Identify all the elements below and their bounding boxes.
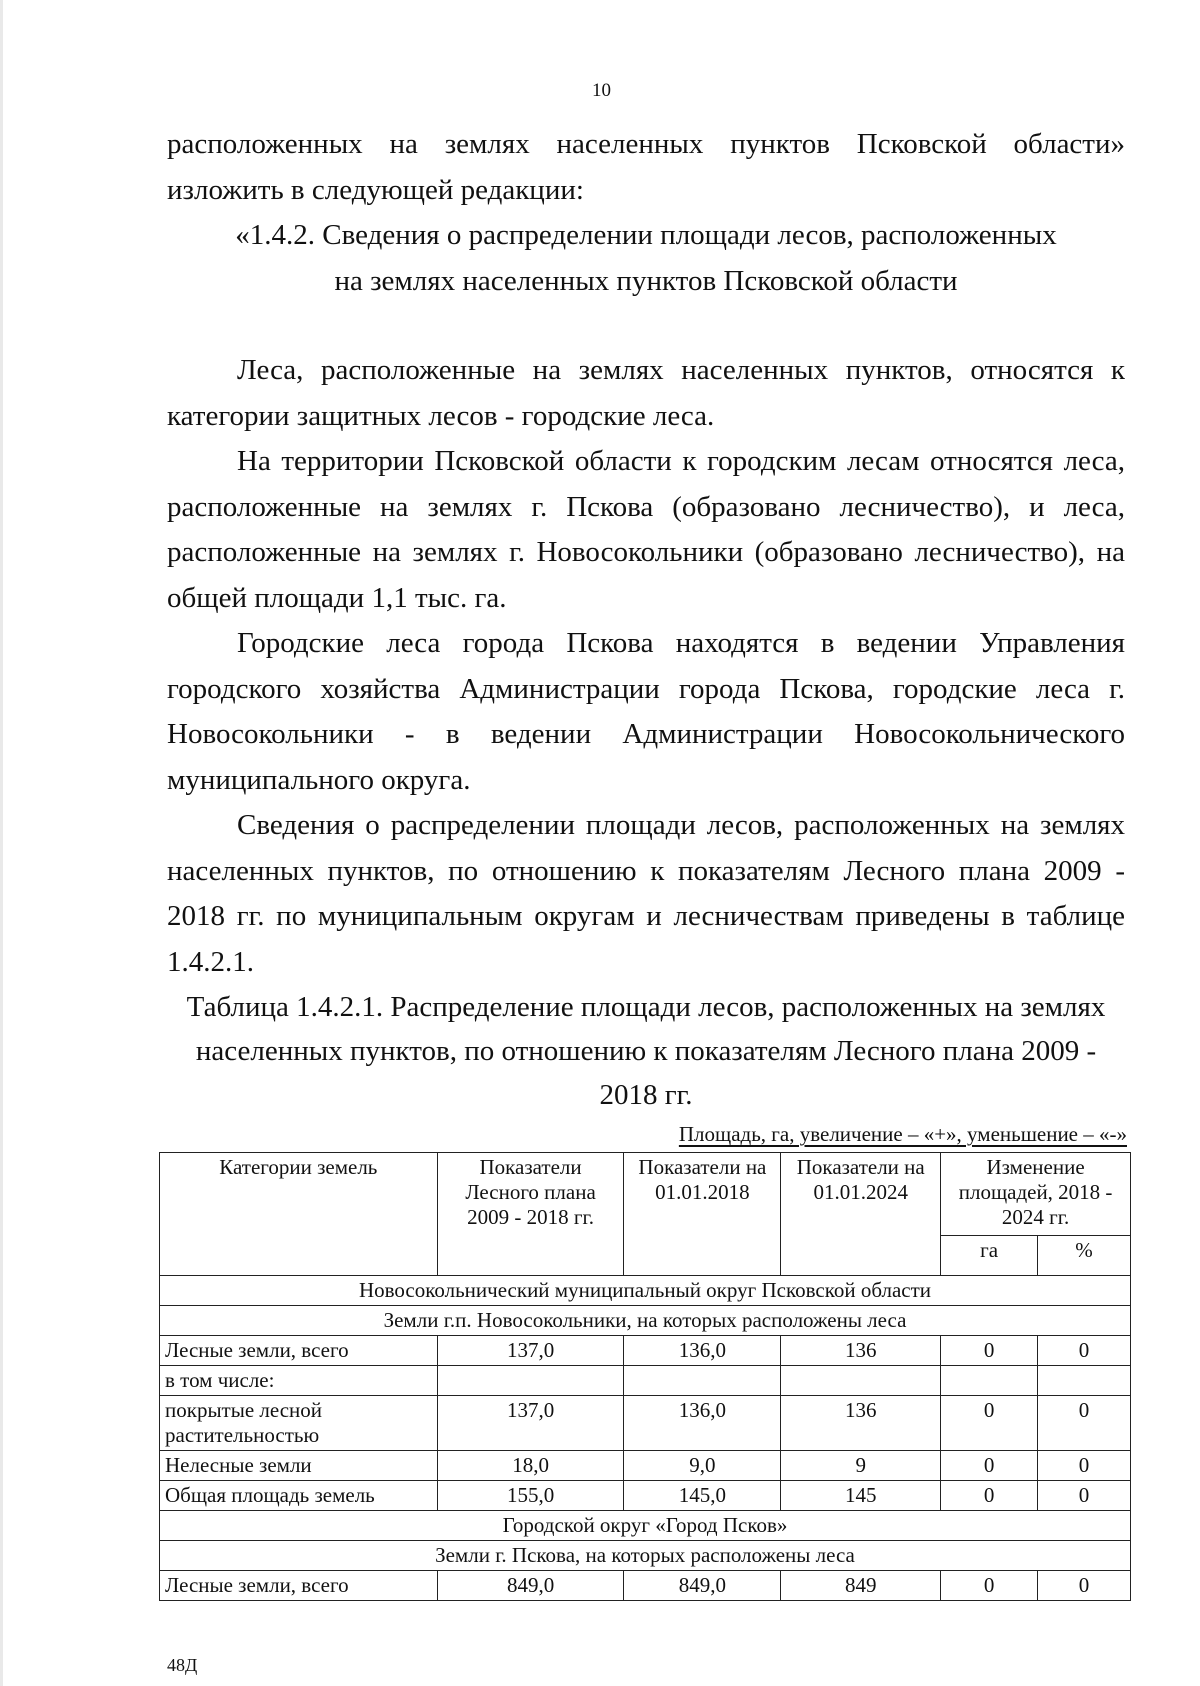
paragraph-1: Леса, расположенные на землях населенных пунктов, относятся к категории защитных лесов - городские леса. <box>167 354 1125 432</box>
cell-2018: 849,0 <box>624 1571 781 1601</box>
table-header-row <box>160 1153 1131 1236</box>
cell-2024 <box>781 1366 941 1396</box>
cell-2024: 9 <box>781 1451 941 1481</box>
cell-pct: 0 <box>1038 1336 1131 1366</box>
header-pct: % <box>1038 1236 1131 1276</box>
cell-ha: 0 <box>941 1336 1038 1366</box>
header-change: Изменение площадей, 2018 - 2024 гг. <box>941 1153 1131 1236</box>
footer-mark: 48Д <box>167 1655 198 1675</box>
subsection-row <box>160 1306 1131 1336</box>
header-plan: Показатели Лесного плана 2009 - 2018 гг. <box>437 1153 624 1276</box>
table-row <box>160 1481 1131 1511</box>
cell-2018 <box>624 1366 781 1396</box>
table-row <box>160 1396 1131 1451</box>
paragraph-4: Сведения о распределении площади лесов, расположенных на землях населенных пунктов, по отношению к показателям Лесного плана 2009 - 2018 гг. по муниципальным округам и лесничествам приведены в таблице 1.4.2.1. <box>167 809 1125 978</box>
cell-pct: 0 <box>1038 1481 1131 1511</box>
spacer <box>167 304 1125 348</box>
section-heading <box>167 213 1125 304</box>
section-heading-line-2: на землях населенных пунктов Псковской области <box>334 264 958 297</box>
cell-ha: 0 <box>941 1571 1038 1601</box>
forest-area-table <box>159 1152 1131 1601</box>
cell-plan: 137,0 <box>437 1396 624 1451</box>
cell-pct: 0 <box>1038 1571 1131 1601</box>
paragraph-2: На территории Псковской области к городским лесам относятся леса, расположенные на землях г. Пскова (образовано лесничество), и леса, расположенные на землях г. Новосокольники (образовано лесничество), на общей площади 1,1 тыс. га. <box>167 445 1125 614</box>
row-label: Лесные земли, всего <box>160 1571 438 1601</box>
row-label: Лесные земли, всего <box>160 1336 438 1366</box>
table-row <box>160 1571 1131 1601</box>
table-row <box>160 1366 1131 1396</box>
cell-2024: 136 <box>781 1336 941 1366</box>
row-label: Общая площадь земель <box>160 1481 438 1511</box>
document-body <box>167 122 1125 1117</box>
row-label: Нелесные земли <box>160 1451 438 1481</box>
header-2018: Показатели на 01.01.2018 <box>624 1153 781 1276</box>
intro-paragraph: расположенных на землях населенных пунктов Псковской области» изложить в следующей редакции: <box>167 128 1125 206</box>
cell-plan: 137,0 <box>437 1336 624 1366</box>
cell-ha: 0 <box>941 1481 1038 1511</box>
table-units-note: Площадь, га, увеличение – «+», уменьшение – «-» <box>678 1122 1127 1146</box>
section-row <box>160 1276 1131 1306</box>
cell-2018: 136,0 <box>624 1336 781 1366</box>
cell-2018: 145,0 <box>624 1481 781 1511</box>
cell-ha: 0 <box>941 1451 1038 1481</box>
cell-ha: 0 <box>941 1396 1038 1451</box>
subsection-title: Земли г. Пскова, на которых расположены леса <box>160 1541 1131 1571</box>
header-category: Категории земель <box>160 1153 438 1276</box>
row-label: покрытые лесной растительностью <box>160 1396 438 1451</box>
cell-2018: 9,0 <box>624 1451 781 1481</box>
cell-plan: 18,0 <box>437 1451 624 1481</box>
row-label: в том числе: <box>160 1366 438 1396</box>
table-row <box>160 1451 1131 1481</box>
cell-pct: 0 <box>1038 1451 1131 1481</box>
table-caption: Таблица 1.4.2.1. Распределение площади лесов, расположенных на землях населенных пунктов, по отношению к показателям Лесного плана 2009 - 2018 гг. <box>186 991 1106 1111</box>
header-ha: га <box>941 1236 1038 1276</box>
cell-pct: 0 <box>1038 1396 1131 1451</box>
paragraph-3: Городские леса города Пскова находятся в ведении Управления городского хозяйства Администрации города Пскова, городские леса г. Новосокольники - в ведении Администрации Новосокольнического муниципального округа. <box>167 627 1125 796</box>
cell-2018: 136,0 <box>624 1396 781 1451</box>
section-heading-line-1: «1.4.2. Сведения о распределении площади лесов, расположенных <box>235 219 1057 251</box>
cell-plan: 849,0 <box>437 1571 624 1601</box>
section-row <box>160 1511 1131 1541</box>
section-title: Городской округ «Город Псков» <box>160 1511 1131 1541</box>
cell-plan: 155,0 <box>437 1481 624 1511</box>
cell-2024: 145 <box>781 1481 941 1511</box>
cell-pct <box>1038 1366 1131 1396</box>
page-number: 10 <box>592 80 611 101</box>
header-2024: Показатели на 01.01.2024 <box>781 1153 941 1276</box>
table-row <box>160 1336 1131 1366</box>
section-title: Новосокольнический муниципальный округ Псковской области <box>160 1276 1131 1306</box>
subsection-row <box>160 1541 1131 1571</box>
cell-ha <box>941 1366 1038 1396</box>
cell-plan <box>437 1366 624 1396</box>
subsection-title: Земли г.п. Новосокольники, на которых расположены леса <box>160 1306 1131 1336</box>
cell-2024: 849 <box>781 1571 941 1601</box>
cell-2024: 136 <box>781 1396 941 1451</box>
